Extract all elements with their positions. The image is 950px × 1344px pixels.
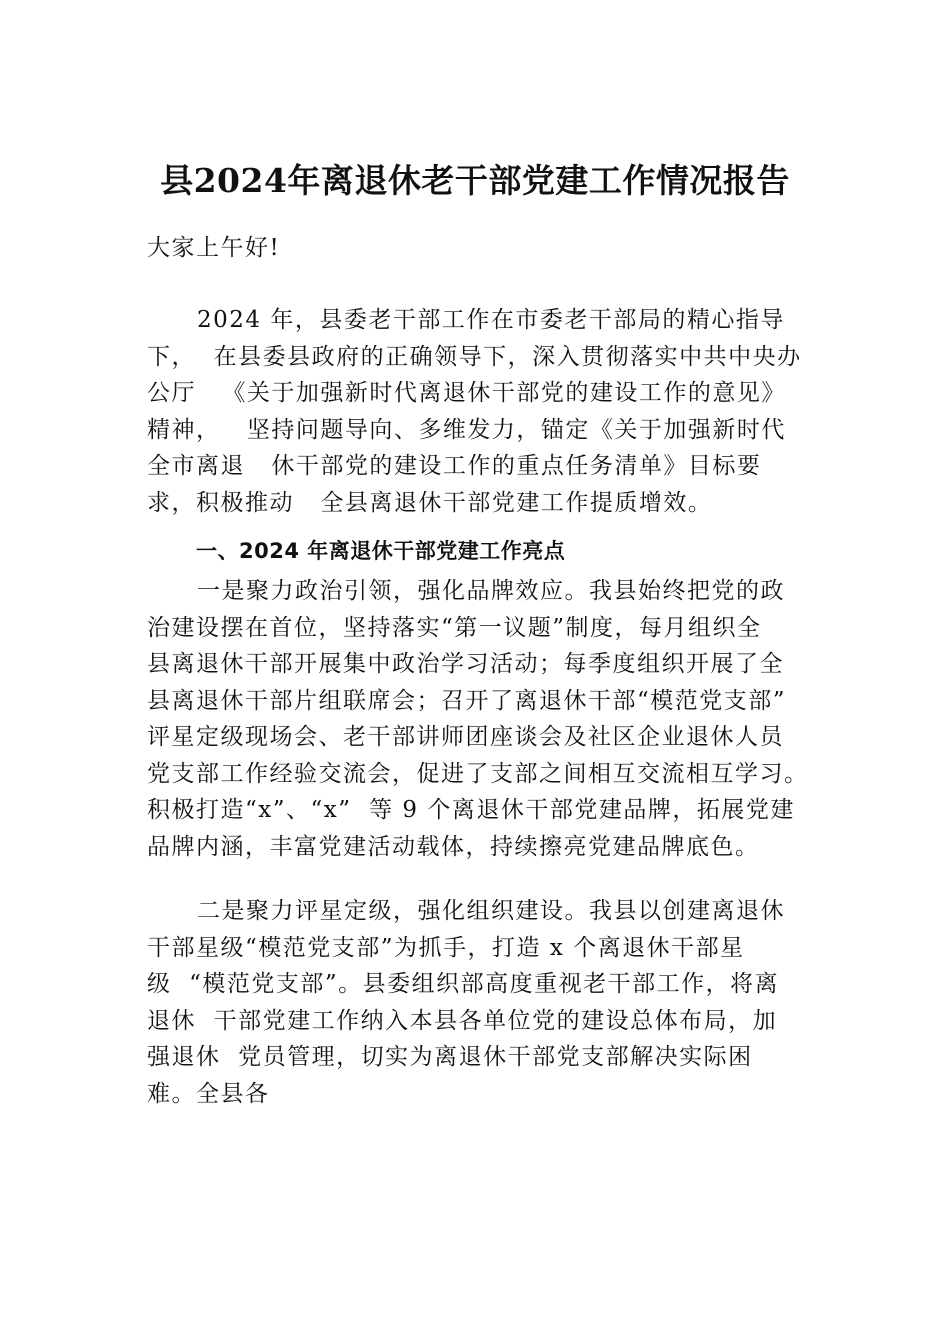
paragraph-line: 县离退休干部开展集中政治学习活动；每季度组织开展了全 xyxy=(147,651,784,677)
paragraph-line: 干部星级“模范党支部”为抓手，打造 x 个离退休干部星 xyxy=(147,934,745,961)
paragraph-line: 全市离退 休干部党的建设工作的重点任务清单》目标要 xyxy=(147,453,762,479)
paragraph-line: 下， 在县委县政府的正确领导下，深入贯彻落实中共中央办 xyxy=(147,343,802,370)
paragraph-line: 积极打造“x”、“x” 等 9 个离退休干部党建品牌，拓展党建 xyxy=(147,797,795,823)
paragraph-line: 公厅 《关于加强新时代离退休干部党的建设工作的意见》 xyxy=(147,380,786,406)
paragraph-star-rating xyxy=(147,893,829,1112)
paragraph-line: 求，积极推动 全县离退休干部党建工作提质增效。 xyxy=(147,489,713,516)
section-heading: 一、2024 年离退休干部党建工作亮点 xyxy=(196,539,566,563)
paragraph-line: 强退休 党员管理，切实为离退休干部党支部解决实际困 xyxy=(147,1044,753,1070)
paragraph-line: 评星定级现场会、老干部讲师团座谈会及社区企业退休人员 xyxy=(147,724,784,750)
paragraph-line: 精神， 坚持问题导向、多维发力，锚定《关于加强新时代 xyxy=(147,416,786,443)
paragraph-intro xyxy=(147,302,829,521)
paragraph-line: 治建设摆在首位，坚持落实“第一议题”制度，每月组织全 xyxy=(147,614,762,641)
paragraph-line: 品牌内涵，丰富党建活动载体，持续擦亮党建品牌底色。 xyxy=(147,833,760,860)
paragraph-line: 难。全县各 xyxy=(147,1080,270,1107)
paragraph-line: 级 “模范党支部”。县委组织部高度重视老干部工作，将离 xyxy=(147,971,780,997)
paragraph-line: 县离退休干部片组联席会；召开了离退休干部“模范党支部” xyxy=(147,687,787,714)
paragraph-line: 退休 干部党建工作纳入本县各单位党的建设总体布局，加 xyxy=(147,1007,778,1034)
paragraph-political-leadership xyxy=(147,573,829,865)
paragraph-line: 2024 年，县委老干部工作在市委老干部局的精心指导 xyxy=(197,307,785,333)
paragraph-line: 党支部工作经验交流会，促进了支部之间相互交流相互学习。 xyxy=(147,760,809,787)
paragraph-line: 二是聚力评星定级，强化组织建设。我县以创建离退休 xyxy=(197,898,785,924)
greeting: 大家上午好! xyxy=(147,235,281,261)
document-title: 县2024年离退休老干部党建工作情况报告 xyxy=(160,161,790,200)
paragraph-line: 一是聚力政治引领，强化品牌效应。我县始终把党的政 xyxy=(197,578,785,604)
